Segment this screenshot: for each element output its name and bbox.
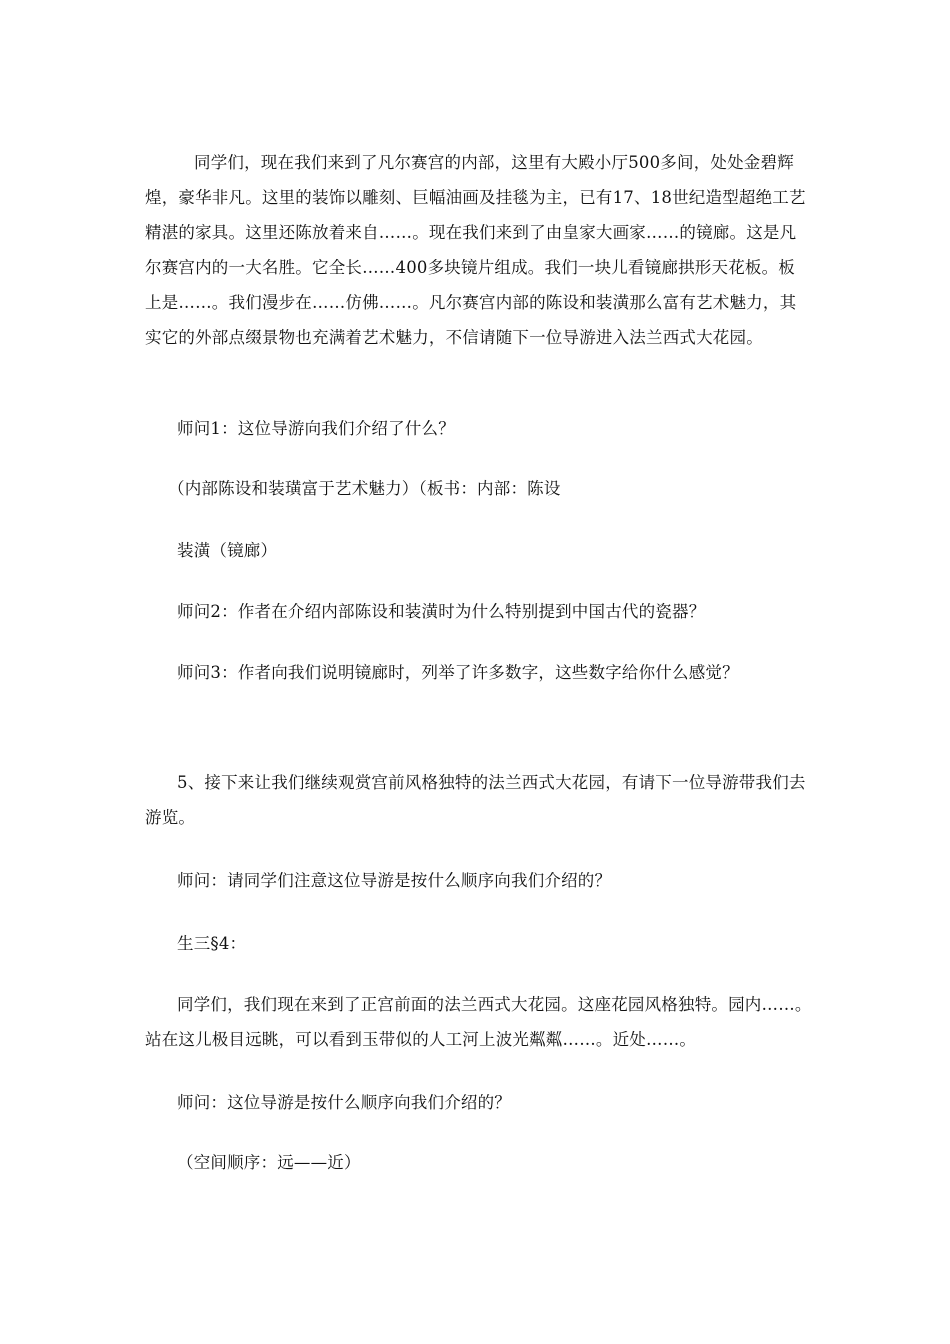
teacher-question-5: 师问：这位导游是按什么顺序向我们介绍的？ [177,1093,511,1112]
teacher-question-1: 师问1：这位导游向我们介绍了什么？ [177,419,455,438]
paragraph-line-1: 同学们，现在我们来到了凡尔赛宫的内部，这里有大殿小厅500多间，处处金碧辉 [194,153,794,172]
answer-note-1: （内部陈设和装璜富于艺术魅力）（板书：内部：陈设 [168,479,561,498]
answer-note-2: （空间顺序：远——近） [177,1153,361,1172]
paragraph-line-3: 精湛的家具。这里还陈放着来自……。现在我们来到了由皇家大画家……的镜廊。这是凡 [145,223,797,242]
teacher-question-3: 师问3：作者向我们说明镜廊时，列举了许多数字，这些数字给你什么感觉？ [177,663,739,682]
paragraph-line-6: 实它的外部点缀景物也充满着艺术魅力，不信请随下一位导游进入法兰西式大花园。 [145,328,763,347]
guide-speech-line-1: 同学们，我们现在来到了正宫前面的法兰西式大花园。这座花园风格独特。园内……。 [177,995,812,1014]
teacher-question-4: 师问：请同学们注意这位导游是按什么顺序向我们介绍的？ [177,871,612,890]
teacher-question-2: 师问2：作者在介绍内部陈设和装潢时为什么特别提到中国古代的瓷器？ [177,602,706,621]
step-5-line-1: 5、接下来让我们继续观赏宫前风格独特的法兰西式大花园，有请下一位导游带我们去 [177,773,806,792]
paragraph-line-5: 上是……。我们漫步在……仿佛……。凡尔赛宫内部的陈设和装潢那么富有艺术魅力，其 [145,293,797,312]
paragraph-line-2: 煌，豪华非凡。这里的装饰以雕刻、巨幅油画及挂毯为主，已有17、18世纪造型超绝工艺 [145,188,806,207]
board-note-continuation: 装潢（镜廊） [177,541,278,560]
student-label: 生三§4： [177,934,247,953]
step-5-line-2: 游览。 [145,808,196,827]
guide-speech-line-2: 站在这儿极目远眺，可以看到玉带似的人工河上波光粼粼……。近处……。 [145,1030,697,1049]
paragraph-line-4: 尔赛宫内的一大名胜。它全长……400多块镜片组成。我们一块儿看镜廊拱形天花板。板 [145,258,795,277]
